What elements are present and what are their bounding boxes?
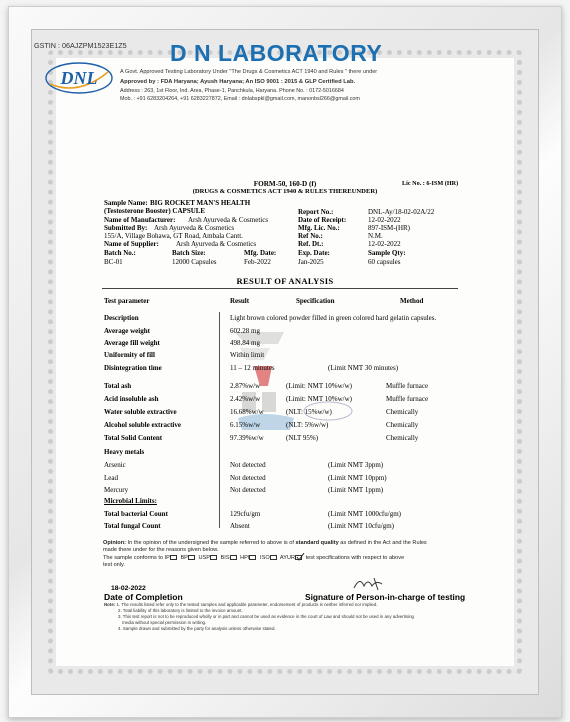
receipt-date: 12-02-2022 bbox=[368, 216, 401, 224]
bp-option: BP bbox=[180, 554, 188, 561]
water-extractive-label: Water soluble extractive bbox=[104, 408, 177, 416]
total-solid-label: Total Solid Content bbox=[104, 434, 163, 442]
signature-mark bbox=[352, 574, 388, 592]
submitted-label: Submitted By: bbox=[104, 224, 148, 232]
opinion-block bbox=[103, 540, 468, 569]
usp-checkbox bbox=[210, 555, 217, 560]
submitted-value: Arsh Ayurveda & Cosmetics bbox=[154, 224, 235, 232]
lab-address-line: Address : 263, 1st Floor, Ind. Area, Phase-1, Panchkula, Haryana. Phone No. : 0172-5016684 bbox=[120, 88, 344, 94]
note-1: Note: 1. The results listed refer only to the tested samples and applicable parameter, endorsement of products is neither inferred nor implied. bbox=[104, 602, 378, 607]
alcohol-extractive-method: Chemically bbox=[386, 421, 419, 429]
fungal-count-spec: (Limit NMT 10cfu/gm) bbox=[328, 522, 394, 530]
acid-ash-label: Acid insoluble ash bbox=[104, 395, 159, 403]
opinion-standard-quality: standard quality bbox=[295, 540, 339, 546]
svg-text:DNL: DNL bbox=[60, 68, 98, 88]
acid-ash-spec: (Limit: NMT 10%w/w) bbox=[286, 395, 352, 403]
total-ash-label: Total ash bbox=[104, 382, 132, 390]
usp-option: USP bbox=[198, 554, 210, 561]
opinion-text-2: made there under for the reasons given below. bbox=[103, 547, 219, 554]
mercury-spec: (Limit NMT 1ppm) bbox=[328, 486, 384, 494]
receipt-label: Date of Receipt: bbox=[298, 216, 347, 224]
ip-option: IP bbox=[164, 554, 170, 561]
water-extractive-method: Chemically bbox=[386, 408, 419, 416]
bis-option: BIS bbox=[220, 554, 230, 561]
opinion-label: Opinion: bbox=[103, 540, 126, 546]
ref-no-label: Ref No.: bbox=[298, 232, 323, 240]
acid-ash: 2.42%w/w bbox=[230, 395, 261, 403]
mercury-label: Mercury bbox=[104, 486, 129, 494]
alcohol-extractive: 6.15%w/w bbox=[230, 421, 261, 429]
result-of-analysis-title: RESULT OF ANALYSIS bbox=[236, 276, 334, 286]
lab-name: D N LABORATORY bbox=[170, 40, 383, 66]
exp-date-label: Exp. Date: bbox=[298, 249, 330, 257]
alcohol-extractive-label: Alcohol soluble extractive bbox=[104, 421, 181, 429]
batch-no: BC-01 bbox=[104, 258, 123, 266]
acid-ash-method: Muffle furnace bbox=[386, 395, 429, 403]
disintegration-label: Disintegration time bbox=[104, 364, 162, 372]
note-3b: media without special permission in writing. bbox=[122, 620, 207, 625]
supplier-value: Arsh Ayurveda & Cosmetics bbox=[176, 240, 257, 248]
lic-number: Lic No. : 6-ISM (HR) bbox=[402, 180, 459, 187]
opinion-text-1: In the opinion of the undersigned the sample referred to above is of bbox=[127, 540, 294, 546]
sample-name-value: BIG ROCKET MAN'S HEALTH bbox=[150, 199, 251, 207]
ayur-option: AYUR bbox=[279, 554, 296, 561]
total-solid: 97.39%w/w bbox=[230, 434, 264, 442]
bacterial-count-spec: (Limit NMT 1000cfu/gm) bbox=[328, 510, 401, 518]
opinion-text-3b: test specifications with respect to above bbox=[305, 554, 405, 561]
uniformity-label: Uniformity of fill bbox=[104, 351, 155, 359]
sample-name-value-2: (Testosterone Booster) CAPSULE bbox=[104, 207, 206, 215]
hpi-checkbox bbox=[249, 555, 256, 560]
mercury: Not detected bbox=[230, 486, 266, 494]
note-3: 3. This test report is not to be reproduced wholly or in part and cannot be used as evidence in the court of Law and should not be used in any advertising bbox=[118, 614, 414, 619]
mfg-lic-label: Mfg. Lic. No.: bbox=[298, 224, 340, 232]
heavy-metals-label: Heavy metals bbox=[104, 448, 145, 456]
note-2: 2. Total liability of this laboratory is limited to the invoice amount. bbox=[118, 608, 243, 613]
avg-weight: 602.28 mg bbox=[230, 327, 260, 335]
batch-size: 12000 Capsules bbox=[172, 258, 217, 266]
report-no: DNL-Ay/18-02-02A/22 bbox=[368, 208, 435, 216]
lead: Not detected bbox=[230, 474, 266, 482]
opinion-text-4: test only. bbox=[103, 561, 125, 568]
arsenic-label: Arsenic bbox=[104, 461, 126, 469]
total-ash-method: Muffle furnace bbox=[386, 382, 429, 390]
completion-date-label: Date of Completion bbox=[104, 592, 183, 602]
batch-size-label: Batch Size: bbox=[172, 249, 206, 257]
completion-date: 18-02-2022 bbox=[111, 585, 146, 592]
iso-checkbox bbox=[270, 555, 277, 560]
uniformity: Within limit bbox=[230, 351, 265, 359]
batch-no-label: Batch No.: bbox=[104, 249, 136, 257]
submitter-address: 155/A, Village Bohawa, GT Road, Ambala Cantt. bbox=[104, 232, 243, 240]
manufacturer-value: Arsh Ayurveda & Cosmetics bbox=[188, 216, 269, 224]
gstin: GSTIN : 06AJZPM1523E1Z5 bbox=[34, 41, 127, 50]
signature-label: Signature of Person-in-charge of testing bbox=[305, 592, 466, 602]
water-extractive: 16.68%w/w bbox=[230, 408, 264, 416]
lead-label: Lead bbox=[104, 474, 118, 482]
mfg-date: Feb-2022 bbox=[244, 258, 271, 266]
total-solid-method: Chemically bbox=[386, 434, 419, 442]
hpi-option: HPI bbox=[240, 554, 250, 561]
column-divider bbox=[219, 312, 220, 528]
opinion-text-3: The sample conforms to bbox=[103, 554, 164, 561]
ref-dt: 12-02-2022 bbox=[368, 240, 401, 248]
lead-spec: (Limit NMT 10ppm) bbox=[328, 474, 387, 482]
water-extractive-spec: (NLT: 15%w/w) bbox=[286, 408, 332, 416]
sample-name-label: Sample Name: bbox=[104, 199, 148, 207]
exp-date: Jan-2025 bbox=[298, 258, 324, 266]
mfg-date-label: Mfg. Date: bbox=[244, 249, 277, 257]
col-test-parameter: Test parameter bbox=[104, 297, 150, 305]
report-no-label: Report No.: bbox=[298, 208, 334, 216]
col-result: Result bbox=[230, 297, 250, 305]
description-label: Description bbox=[104, 314, 139, 322]
form-subtitle: (DRUGS & COSMETICS ACT 1940 & RULES THEREUNDER) bbox=[192, 188, 378, 195]
lab-certification-line: Approved by : FDA Haryana; Ayush Haryana; An ISO 9001 : 2015 & GLP Certified Lab. bbox=[120, 79, 356, 85]
fungal-count-label: Total fungal Count bbox=[104, 522, 161, 530]
manufacturer-label: Name of Manufacturer: bbox=[104, 216, 176, 224]
opinion-text-1b: as defined in the Act and the Rules bbox=[340, 540, 427, 546]
bp-checkbox bbox=[188, 555, 195, 560]
avg-fill-label: Average fill weight bbox=[104, 339, 160, 347]
total-ash: 2.87%w/w bbox=[230, 382, 261, 390]
description-value: Light brown colored powder filled in green colored hard gelatin capsules. bbox=[230, 314, 437, 322]
microbial-limits-label: Microbial Limits: bbox=[104, 497, 157, 505]
ip-checkbox bbox=[170, 555, 177, 560]
ref-dt-label: Ref. Dt.: bbox=[298, 240, 324, 248]
note-4: 4. Sample drawn and submitted by the party for analysis unless otherwise stated. bbox=[118, 626, 276, 631]
avg-fill: 498.84 mg bbox=[230, 339, 260, 347]
avg-weight-label: Average weight bbox=[104, 327, 150, 335]
col-specification: Specification bbox=[296, 297, 335, 305]
title-divider bbox=[102, 288, 458, 289]
dnl-logo bbox=[44, 60, 114, 96]
alcohol-extractive-spec: (NLT: 5%w/w) bbox=[286, 421, 329, 429]
ref-no: N.M. bbox=[368, 232, 383, 240]
arsenic: Not detected bbox=[230, 461, 266, 469]
disintegration-spec: (Limit NMT 30 minutes) bbox=[328, 364, 399, 372]
mfg-lic: 897-ISM-(HR) bbox=[368, 224, 410, 232]
lab-approval-line: A Govt. Approved Testing Laboratory Under "The Drugs & Cosmetics ACT 1940 and Rules " there under bbox=[120, 69, 378, 75]
sample-qty: 60 capsules bbox=[368, 258, 401, 266]
arsenic-spec: (Limit NMT 3ppm) bbox=[328, 461, 384, 469]
bis-checkbox bbox=[230, 555, 237, 560]
supplier-label: Name of Supplier: bbox=[104, 240, 159, 248]
fungal-count: Absent bbox=[230, 522, 250, 530]
col-method: Method bbox=[400, 297, 424, 305]
bacterial-count: 129cfu/gm bbox=[230, 510, 261, 518]
bacterial-count-label: Total bacterial Count bbox=[104, 510, 168, 518]
total-solid-spec: (NLT 95%) bbox=[286, 434, 319, 442]
form-title: FORM-50, 160-D (f) bbox=[253, 180, 317, 188]
total-ash-spec: (Limit: NMT 10%w/w) bbox=[286, 382, 352, 390]
lab-contact-line: Mob. : +91 6283204264, +91 6283227872, Email : dnlabspkl@gmail.com, manonbsl266@gmail.com bbox=[120, 96, 360, 102]
iso-option: ISO bbox=[260, 554, 270, 561]
sample-qty-label: Sample Qty: bbox=[368, 249, 406, 257]
ayur-checkbox-checked bbox=[295, 555, 302, 560]
disintegration: 11 – 12 minutes bbox=[230, 364, 275, 372]
